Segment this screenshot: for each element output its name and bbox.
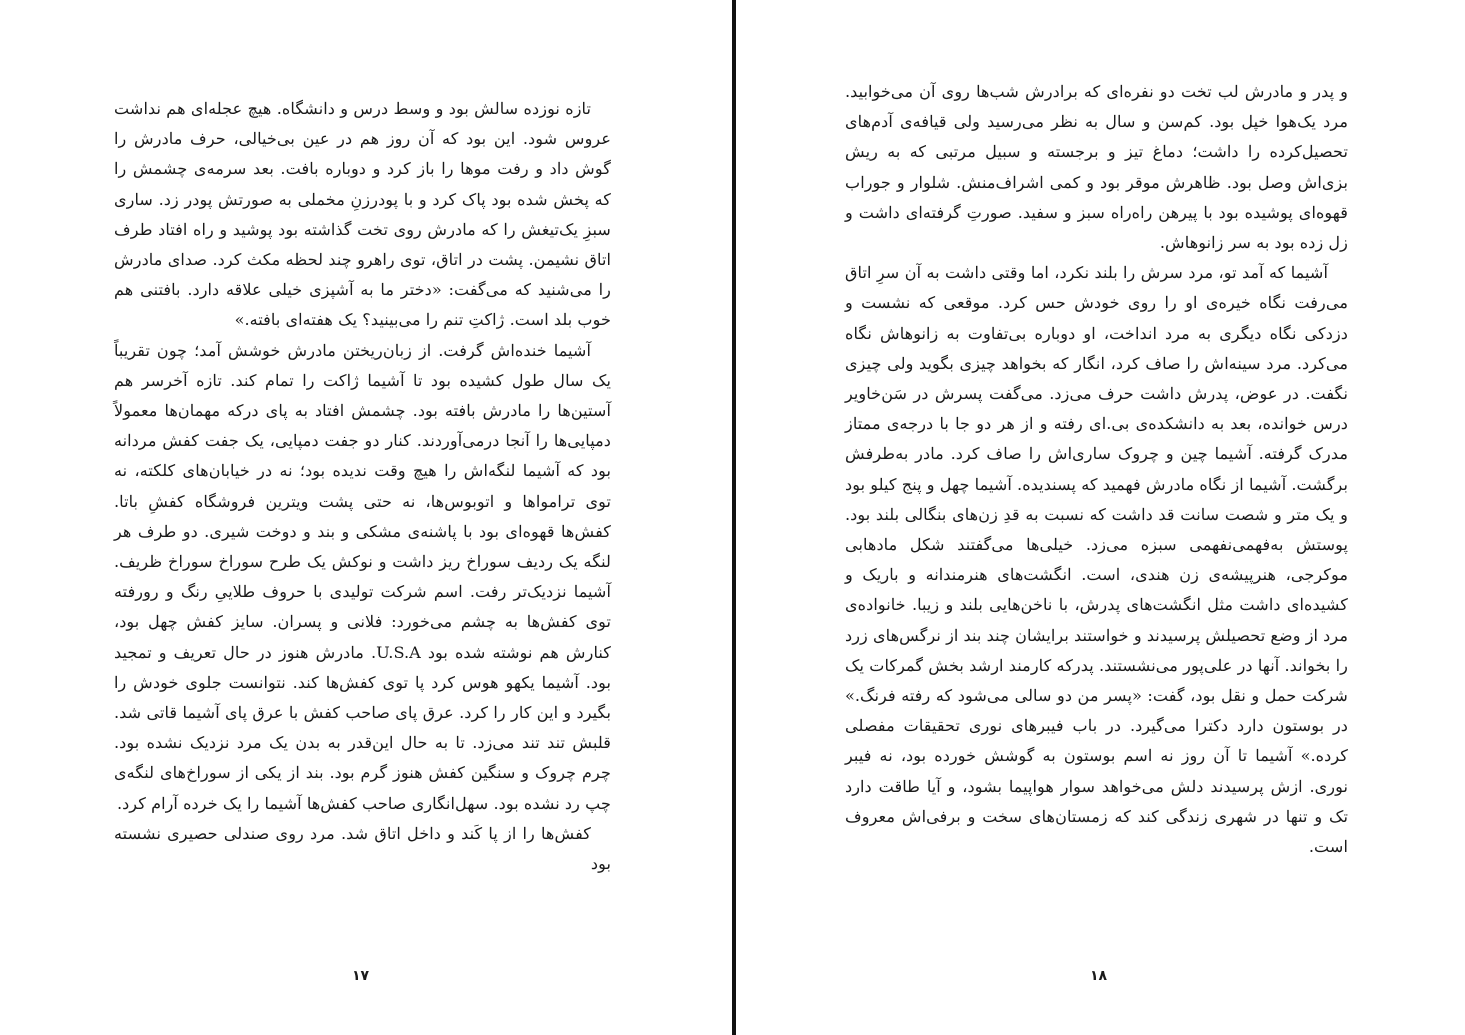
paragraph: آشیما که آمد تو، مرد سرش را بلند نکرد، اما وقتی داشت به آن سرِ اتاق می‌رفت نگاه خیره‌ی او را روی خودش حس کرد. موقعی که نشست و دزدکی نگاه دیگری به مرد انداخت، او دوباره بی‌تفاوت به زانوهاش نگاه می‌کرد. مرد سینه‌اش را صاف کرد، انگار که بخواهد چیزی بگوید ولی چیزی نگفت. در عوض، پدرش داشت حرف می‌زد. می‌گفت پسرش در سَن‌خاویر درس خوانده، بعد به دانشکده‌ی بی.ای رفته و از هر دو جا با درجه‌ی ممتاز مدرک گرفته. آشیما چین و چروک ساری‌اش را صاف کرد. مادر به‌طرفش برگشت. آشیما از نگاه مادرش فهمید که پسندیده. آشیما چهل و پنج کیلو بود و یک متر و شصت سانت قد داشت که نسبت به قدِ زن‌های بنگالی بلند بود. پوستش به‌فهمی‌نفهمی سبزه می‌زد. خیلی‌ها می‌گفتند شکل مادهابی موکرجی، هنرپیشه‌ی زن هندی، است. انگشت‌های هنرمندانه و باریک و کشیده‌ای داشت مثل انگشت‌های پدرش، با ناخن‌هایی بلند و زیبا. خانواده‌ی مرد از وضع تحصیلش پرسیدند و خواستند برایشان چند بند از نرگس‌های زرد را بخواند. آنها در علی‌پور می‌نشستند. پدرکه کارمند ارشد بخش گمرکات یک شرکت حمل و نقل بود، گفت: «پسر من دو سالی می‌شود که رفته فرنگ.» در بوستون دارد دکترا می‌گیرد. در باب فیبرهای نوری تحقیقات مفصلی کرده.» آشیما تا آن روز نه اسم بوستون به گوشش خورده بود، نه فیبر نوری. ازش پرسیدند دلش می‌خواهد سوار هواپیما بشود، و آیا طاقت دارد تک و تنها در شهری زندگی کند که زمستان‌های سخت و برفی‌اش معروف است. bbox=[845, 263, 1348, 857]
page-number-left: ۱۷ bbox=[352, 968, 370, 984]
paragraph: کفش‌ها را از پا کَند و داخل اتاق شد. مرد روی صندلی حصیری نشسته بود bbox=[114, 823, 611, 874]
left-page-text bbox=[114, 94, 611, 879]
right-page-text bbox=[845, 77, 1348, 862]
paragraph: و پدر و مادرش لب تخت دو نفره‌ای که برادرش شب‌ها روی آن می‌خوابید. مرد یک‌هوا خپل بود. کم‌سن و سال به نظر می‌رسید ولی قیافه‌ی آدم‌های تحصیل‌کرده را داشت؛ دماغ تیز و برجسته و سبیل مرتبی که به ریش بزی‌اش وصل بود. ظاهرش موقر بود و کمی اشراف‌منش. شلوار و جوراب قهوه‌ای پوشیده بود با پیرهن راه‌راه سبز و سفید. صورتِ گرفته‌ای داشت و زل زده بود به سر زانوهاش. bbox=[845, 82, 1348, 253]
paragraph: آشیما خنده‌اش گرفت. از زبان‌ریختن مادرش خوشش آمد؛ چون تقریباً یک سال طول کشیده بود تا آشیما ژاکت را تمام کند. تازه آخرسر هم آستین‌ها را مادرش بافته بود. چشمش افتاد به پای درکه مهمان‌ها معمولاً دمپایی‌ها را آنجا درمی‌آوردند. کنار دو جفت دمپایی، یک جفت کفش مردانه بود که آشیما لنگه‌اش را هیچ وقت ندیده بود؛ نه در خیابان‌های کلکته، نه توی تراموا‌ها و اتوبوس‌ها، نه حتی پشت ویترین فروشگاه کفشِ باتا. کفش‌ها قهوه‌ای بود با پاشنه‌ی مشکی و بند و دوخت شیری. دو طرف هر لنگه یک ردیف سوراخ ریز داشت و نوکش یک طرح سوراخ سوراخ ظریف. آشیما نزدیک‌تر رفت. اسم شرکت تولیدی با حروف طلاییِ رنگ و رورفته توی کفش‌ها به چشم می‌خورد: فلانی و پسران. سایز کفش چهل بود، کنارش هم نوشته شده بود U.S.A. مادرش هنوز در حال تعریف و تمجید بود. آشیما یکهو هوس کرد پا توی کفش‌ها کند. نتوانست جلوی خودش را بگیرد و این کار را کرد. عرق پای صاحب کفش با عرق پای آشیما قاتی شد. قلبش تند تند می‌زد. تا به حال این‌قدر به بدن یک مرد نزدیک نشده بود. چرم چروک و سنگین کفش هنوز گرم بود. بند از یکی از سوراخ‌های لنگه‌ی چپ رد نشده بود. سهل‌انگاری صاحب کفش‌ها آشیما را یک خرده آرام کرد. bbox=[114, 340, 611, 813]
paragraph: تازه نوزده سالش بود و وسط درس و دانشگاه. هیچ عجله‌ای هم نداشت عروس شود. این بود که آن روز هم در عین بی‌خیالی، حرف مادرش را گوش داد و رفت موها را باز کرد و دوباره بافت. بعد سرمه‌ی چشمش را که پخش شده بود پاک کرد و با پودرزنِ مخملی به صورتش پودر زد. ساری سبزِ یک‌تیغش را که مادرش روی تخت گذاشته بود پوشید و راه افتاد طرف اتاق نشیمن. پشت در اتاق، توی راهرو چند لحظه مکث کرد. صدای مادرش را می‌شنید که می‌گفت: «دختر ما به آشپزی خیلی علاقه دارد. بافتنی هم خوب بلد است. ژاکتِ تنم را می‌بینید؟ یک هفته‌ای بافته.» bbox=[114, 99, 611, 330]
right-page bbox=[736, 0, 1465, 1035]
page-number-right: ۱۸ bbox=[1090, 968, 1108, 984]
